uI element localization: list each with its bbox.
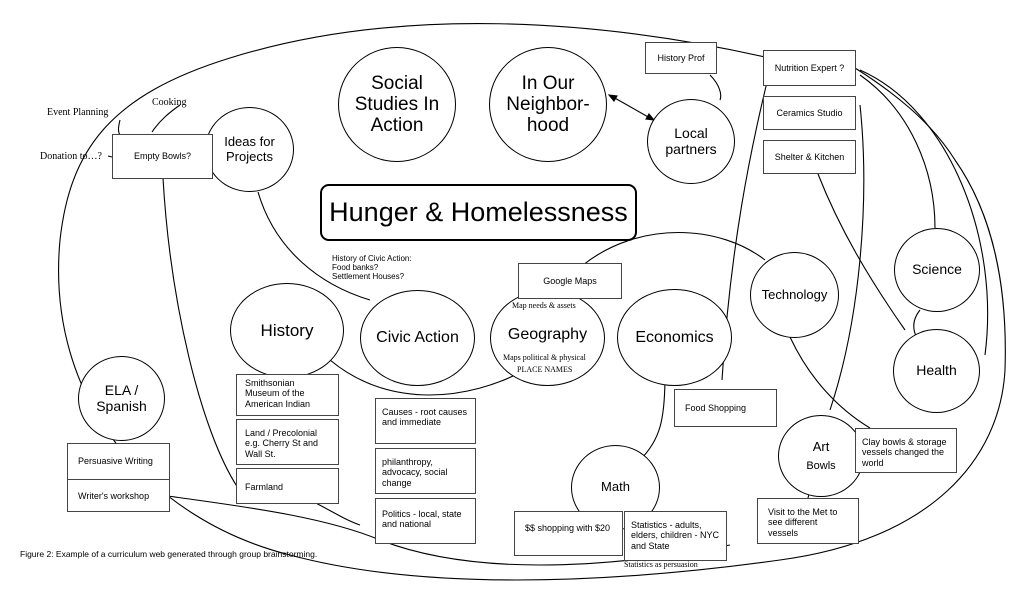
box-politics — [375, 498, 476, 544]
node-health — [893, 329, 980, 413]
box-philanthropy-text: philanthropy, advocacy, social change — [382, 457, 448, 488]
box-shelter-kitchen — [763, 140, 856, 174]
node-social-studies-label: Social Studies In Action — [354, 72, 440, 137]
box-shopping-20-text: $$ shopping with $20 — [525, 523, 611, 533]
box-smithsonian-text: Smithsonian Museum of the American Indian — [245, 378, 311, 409]
node-social-studies — [338, 47, 456, 162]
box-philanthropy — [375, 448, 476, 494]
box-land-precolonial — [236, 419, 339, 465]
box-clay-bowls — [855, 428, 957, 473]
box-food-shopping — [674, 389, 777, 427]
box-causes-text: Causes - root causes and immediate — [382, 407, 468, 428]
box-clay-bowls-text: Clay bowls & storage vessels changed the world — [862, 437, 947, 468]
node-ideas-projects-label: Ideas for Projects — [224, 133, 275, 164]
node-economics-label: Economics — [635, 328, 714, 346]
node-neighborhood-label: In Our Neighbor-hood — [506, 72, 590, 137]
label-place-names: PLACE NAMES — [517, 365, 573, 374]
box-statistics-text: Statistics - adults, elders, children - NYC and State — [631, 520, 720, 551]
node-history — [230, 283, 344, 378]
node-science-label: Science — [912, 261, 962, 278]
node-ela-spanish — [78, 356, 165, 441]
box-writers-workshop-text: Writer's workshop — [78, 491, 150, 501]
node-science — [894, 228, 980, 312]
node-neighborhood — [489, 47, 607, 162]
box-shopping-20 — [514, 511, 623, 556]
node-local-partners-label: Local partners — [665, 124, 717, 157]
node-bowls-label: Bowls — [806, 460, 836, 473]
box-persuasive-writing — [67, 443, 170, 480]
box-empty-bowls — [112, 134, 213, 179]
node-health-label: Health — [916, 362, 957, 379]
node-civic-action — [360, 290, 475, 386]
box-farmland — [236, 468, 339, 504]
node-art-label: Art — [812, 438, 830, 454]
box-smithsonian — [236, 374, 339, 416]
node-technology — [750, 252, 839, 338]
box-writers-workshop — [67, 479, 170, 512]
box-empty-bowls-text: Empty Bowls? — [133, 151, 192, 162]
figure-caption: Figure 2: Example of a curriculum web generated through group brainstorming. — [20, 549, 318, 559]
node-economics — [617, 289, 732, 386]
box-history-prof-text: History Prof — [657, 52, 705, 63]
node-ideas-projects — [205, 107, 294, 192]
label-map-needs: Map needs & assets — [512, 301, 576, 310]
node-technology-label: Technology — [761, 286, 828, 302]
box-land-precolonial-text: Land / Precolonial e.g. Cherry St and Wall St. — [245, 428, 319, 459]
box-shelter-kitchen-text: Shelter & Kitchen — [774, 151, 845, 162]
box-food-shopping-text: Food Shopping — [685, 403, 747, 413]
node-art-bowls — [778, 415, 864, 497]
node-civic-action-label: Civic Action — [376, 329, 459, 347]
box-ceramics-studio — [763, 96, 856, 130]
box-visit-met-text: Visit to the Met to see different vessels — [768, 507, 838, 538]
label-stats-persuasion: Statistics as persuasion — [624, 560, 698, 569]
box-google-maps — [518, 263, 622, 299]
label-event-planning: Event Planning — [47, 107, 109, 118]
box-ceramics-studio-text: Ceramics Studio — [776, 107, 843, 118]
node-geography-label: Geography — [507, 326, 588, 344]
node-local-partners — [647, 99, 735, 184]
node-history-label: History — [260, 320, 314, 340]
box-visit-met — [757, 498, 859, 544]
box-history-prof — [645, 42, 717, 74]
box-nutrition-expert — [763, 50, 856, 86]
box-politics-text: Politics - local, state and national — [382, 509, 462, 530]
box-google-maps-text: Google Maps — [543, 275, 597, 286]
label-maps-political: Maps political & physical — [503, 353, 586, 362]
node-math-label: Math — [601, 479, 630, 495]
box-nutrition-expert-text: Nutrition Expert ? — [774, 62, 845, 73]
box-causes — [375, 398, 476, 444]
label-donation: Donation to…? — [40, 151, 102, 162]
label-history-civic-action: History of Civic Action: Food banks? Settlement Houses? — [332, 254, 412, 282]
box-farmland-text: Farmland — [245, 482, 284, 492]
box-persuasive-writing-text: Persuasive Writing — [78, 456, 153, 466]
box-statistics — [624, 511, 727, 561]
label-cooking: Cooking — [152, 97, 187, 108]
node-ela-spanish-label: ELA / Spanish — [96, 381, 147, 414]
main-topic-title: Hunger & Homelessness — [320, 184, 637, 241]
